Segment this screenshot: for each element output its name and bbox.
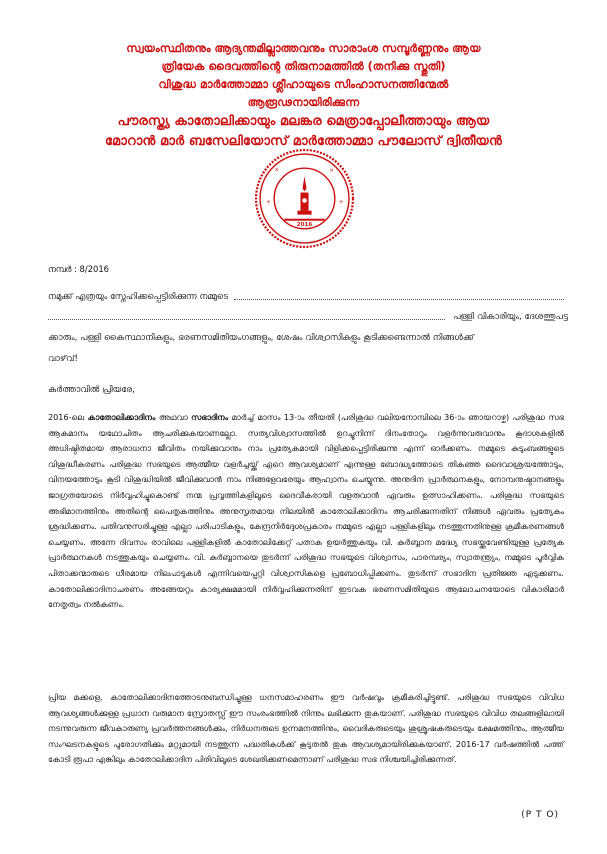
svg-text:✛: ✛ [327, 167, 335, 175]
catholicate-day-bold: കാതോലിക്കാദിനം [87, 412, 156, 422]
letter-header [30, 40, 577, 152]
please-turn-over: (P T O) [521, 810, 559, 820]
header-line-6: മോറാൻ മാർ ബസേലിയോസ് മാർത്തോമ്മാ പൗലോസ് ദ്വിതീയൻ [104, 134, 503, 149]
address-lead: നമുക്ക് എത്രയും സ്നേഹിക്കപ്പെട്ടിരിക്കുന്ന നമ്മുടെ [48, 292, 229, 302]
letter-number: നമ്പർ : 8/2016 [48, 264, 110, 274]
address-line-1 [48, 292, 568, 302]
paragraph-1 [48, 410, 564, 613]
para1-pre: 2016-ലെ [48, 412, 88, 422]
address-line-2 [48, 312, 568, 322]
blank-fill-line [234, 292, 564, 300]
para1-mid: അഥവാ [155, 412, 192, 422]
address-line-3: ക്കാരും, പള്ളി കൈസ്ഥാനികളും, ഭരണസമിതിയംഗങ്ങളും, ശേഷം വിശ്വാസികളും കൂടിക്കണ്ടെന്നാൽ നിങ്ങൾക്ക് [48, 333, 474, 343]
header-line-2: ത്രിയേക ദൈവത്തിന്റെ തിരുനാമത്തിൽ (തനിക്കു സ്തുതി) [161, 60, 446, 73]
svg-text:✛: ✛ [266, 199, 271, 206]
header-line-3: വിശുദ്ധ മാർത്തോമ്മാ ശ്ലീഹായുടെ സിംഹാസനത്തിന്മേൽ [158, 78, 449, 91]
salutation: കർത്താവിൽ പ്രിയരേ, [48, 385, 135, 395]
header-line-1: സ്വയംസ്ഥിതനും ആദ്യന്തമില്ലാത്തവനും സാരാംശ സമ്പൂർണ്ണനും ആയ [126, 42, 481, 55]
header-line-5: പൗരസ്ത്യ കാതോലിക്കായും മലങ്കര മെത്രാപ്പോലീത്തായും ആയ [117, 114, 490, 129]
address-line-4: വാഴ്‌വ്! [48, 354, 78, 364]
blank-fill-line [48, 312, 445, 320]
svg-text:✛: ✛ [273, 166, 281, 174]
church-day-bold: സഭാദിനം [191, 412, 229, 422]
paragraph-2: പ്രിയ മക്കളെ, കാതോലിക്കാദിനത്തോടനുബന്ധിച്ചുള്ള ധനസമാഹരണം ഈ വർഷവും ക്രമീകരിച്ചിട്ടുണ്ട്. പരിശുദ്ധ സഭയുടെ വിവിധ ആവശ്യങ്ങൾക്കുള്ള പ്രധാന വരുമാന സ്രോതസ്സ് ഈ സംരംഭത്തിൽ നിന്നും ലഭിക്കുന്ന തുകയാണ്. പരിശുദ്ധ സഭയുടെ വിവിധ തലങ്ങളിലായി നടന്നുവരുന്ന ജീവകാരുണ്യ പ്രവർത്തനങ്ങൾക്കും, നിർധനരുടെ ഉന്നമനത്തിനും, വൈദികരുടെയും ശുശ്രൂഷകരുടെയും ക്ഷേമത്തിനും, ആത്മീയ സംഘടനകളുടെ പുരോഗതിക്കും മറ്റുമായി നടത്തുന്ന പദ്ധതികൾക്ക് കൂടുതൽ തുക ആവശ്യമായിരിക്കുകയാണ്. 2016-17 വർഷത്തിൽ പത്ത് കോടി രൂപാ എങ്കിലും കാതോലിക്കാദിന പിരിവിലൂടെ ശേഖരിക്കണമെന്നാണ് പരിശുദ്ധ സഭ നിശ്ചയിച്ചിരിക്കുന്നത്. [48, 692, 564, 765]
header-line-4: ആരൂഢനായിരിക്കുന്ന [247, 96, 360, 109]
svg-text:✛: ✛ [338, 199, 344, 206]
address-tail: പള്ളി വികാരിയും, ദേശത്തുപട്ട [453, 312, 568, 322]
para1-rest: മാർച്ച് മാസം 13-ാം തീയതി (പരിശുദ്ധ വലിയനോമ്പിലെ 36-ാം ഞായറാഴ്ച) പരിശുദ്ധ സഭ ആകമാനം യഥോചിതം ആചരിക്കുകയാണല്ലോ. സത്യവിശ്വാസത്തിൽ ഉറച്ചുനിന്ന് ദിനംതോറും വളർന്നുവരുവാനും കൂദാശകളിൽ അധിഷ്ഠിതമായ ആരാധനാ ജീവിതം നയിക്കുവാനും നാം പ്രത്യേകമായി വിളിക്കപ്പെട്ടിരിക്കുന്നു എന്ന് ഓർക്കണം. നമ്മുടെ കുടുംബങ്ങളുടെ വിശുദ്ധീകരണം പരിശുദ്ധ സഭയുടെ ആത്മീയ വളർച്ചയ്ക്ക് ഏറെ ആവശ്യമാണ് എന്നുള്ള ബോദ്ധ്യത്തോടെ തികഞ്ഞ ദൈവാശ്രയത്തോടും, വിനയത്തോടും കൂടി വിശുദ്ധിയിൽ ജീവിക്കുവാൻ നാം നിങ്ങളേവരേയും ആഹ്വാനം ചെയ്യുന്നു. അനുദിന പ്രാർത്ഥനകളും, നോമ്പനുഷ്ഠാനങ്ങളും ജാഗ്രതയോടെ നിർവ്വഹിച്ചുകൊണ്ട് നന്മ പ്രവൃത്തികളിലൂടെ ദൈവീകരായി വളരുവാൻ ഏവരും ഉത്സാഹിക്കണം. പരിശുദ്ധ സഭയുടെ അഭിമാനത്തിനും അതിന്റെ പൈതൃകത്തിനും അനുസൃതമായ നിലയിൽ കാതോലിക്കാദിനം ആചരിക്കുന്നതിന് നിങ്ങൾ ഏവരും പ്രത്യേകം ശ്രദ്ധിക്കണം. പതിവനുസരിച്ചുള്ള എല്ലാ പരിപാടികളും, കേന്ദ്രനിർദ്ദേശപ്രകാരം നമ്മുടെ എല്ലാ പള്ളികളിലും നടത്തുന്നതിനുള്ള ക്രമീകരണങ്ങൾ ചെയ്യണം. അന്നേ ദിവസം രാവിലെ പള്ളികളിൽ കാതോലിക്കേറ്റ് പതാക ഉയർത്തുകയും വി. കുർബ്ബാന മദ്ധ്യേ സഭയ്ക്കുവേണ്ടിയുള്ള പ്രത്യേക പ്രാർത്ഥനകൾ നടത്തുകയും ചെയ്യണം. വി. കുർബ്ബാനയെ തുടർന്ന് പരിശുദ്ധ സഭയുടെ വിശ്വാസം, പാരമ്പര്യം, സ്വാതന്ത്ര്യം, നമ്മുടെ പൂർവ്വിക പിതാക്കന്മാരുടെ ധീരമായ നിലപാടുകൾ എന്നിവയെപ്പറ്റി വിശ്വാസികളെ പ്രബോധിപ്പിക്കണം. തുടർന്ന് സഭാദിന പ്രതിജ്ഞ എടുക്കണം. കാതോലിക്കാദിനാചരണം അങ്ങേയറ്റം കാര്യക്ഷമമായി നിർവ്വഹിക്കുന്നതിന് ഇടവക ഭരണസമിതിയുടെ ആലോചനയോടെ വികാരിമാർ നേതൃത്വം നൽകണം. [48, 412, 564, 610]
catholicate-seal-icon [254, 148, 355, 249]
seal-year: 2016 [296, 221, 313, 228]
